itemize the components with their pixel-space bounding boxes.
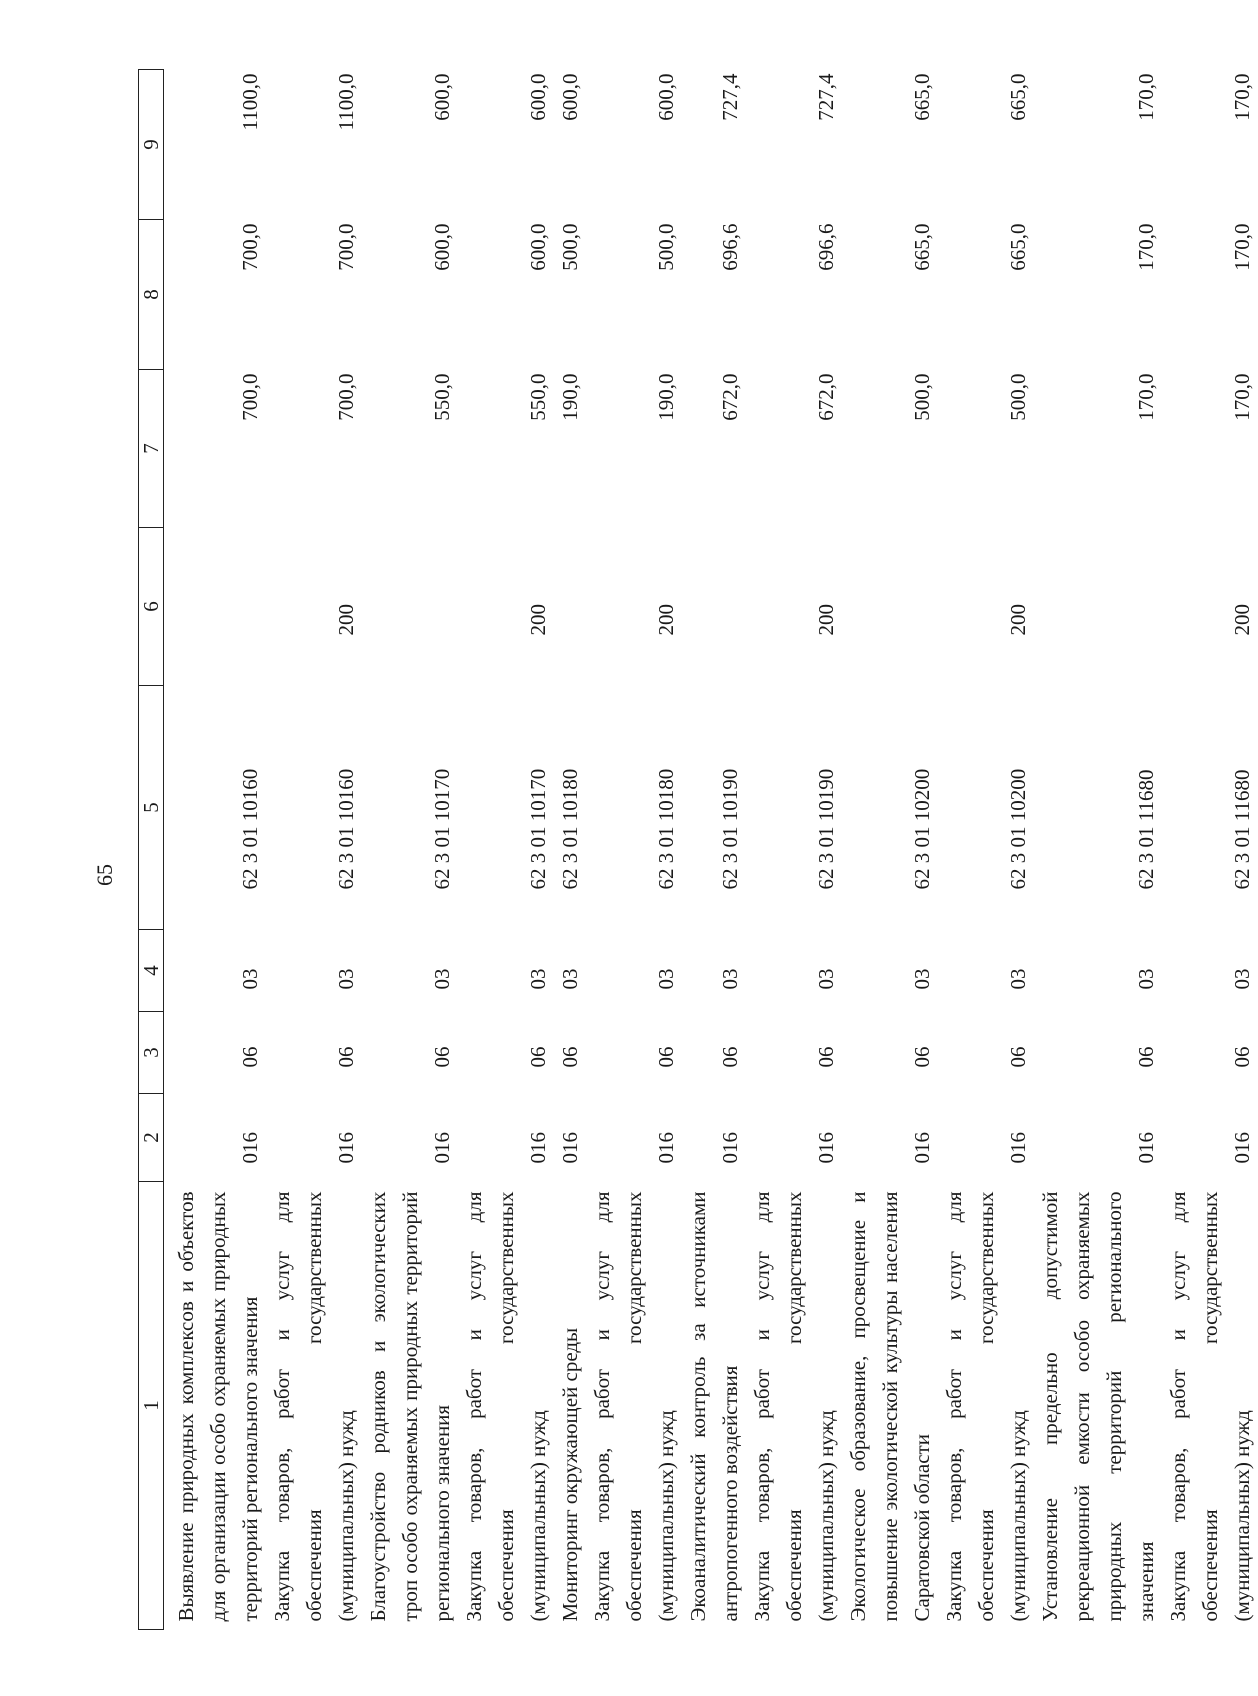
cell-name: Установление предельно допустимой рекреационной емкости особо охраняемых природных территорий регионального значения bbox=[1038, 1191, 1158, 1622]
cell-amount-8: 500,0 bbox=[558, 223, 582, 271]
cell-amount-8: 170,0 bbox=[1134, 223, 1158, 271]
cell-code-2: 016 bbox=[718, 1132, 742, 1164]
cell-amount-8: 500,0 bbox=[654, 223, 678, 271]
cell-code-2: 016 bbox=[910, 1132, 934, 1164]
cell-amount-7: 672,0 bbox=[814, 373, 838, 421]
cell-code-4: 03 bbox=[238, 968, 262, 990]
cell-code-6: 200 bbox=[814, 604, 838, 636]
cell-amount-8: 600,0 bbox=[526, 223, 550, 271]
column-header: 4 bbox=[139, 930, 164, 1012]
cell-code-2: 016 bbox=[814, 1132, 838, 1164]
table-row bbox=[938, 70, 1034, 1630]
cell-code-5: 62 3 01 10180 bbox=[558, 768, 582, 890]
table-row bbox=[1034, 70, 1162, 1630]
cell-amount-8: 700,0 bbox=[334, 223, 358, 271]
cell-amount-9: 600,0 bbox=[654, 73, 678, 121]
cell-code-2: 016 bbox=[558, 1132, 582, 1164]
cell-amount-7: 500,0 bbox=[1006, 373, 1030, 421]
cell-code-4: 03 bbox=[1230, 968, 1254, 990]
rotated-page-content bbox=[138, 70, 1254, 1630]
cell-code-5: 62 3 01 10160 bbox=[334, 768, 358, 890]
cell-amount-9: 665,0 bbox=[1006, 73, 1030, 121]
cell-amount-9: 600,0 bbox=[558, 73, 582, 121]
cell-code-2: 016 bbox=[1134, 1132, 1158, 1164]
cell-code-6 bbox=[362, 528, 458, 686]
column-header: 1 bbox=[139, 1182, 164, 1630]
cell-name: Экоаналитический контроль за источниками антропогенного воздействия bbox=[686, 1191, 742, 1622]
cell-code-6 bbox=[682, 528, 746, 686]
cell-code-3: 06 bbox=[334, 1046, 358, 1068]
cell-amount-9: 600,0 bbox=[430, 73, 454, 121]
cell-code-4: 03 bbox=[334, 968, 358, 990]
cell-code-3: 06 bbox=[1230, 1046, 1254, 1068]
table-row bbox=[554, 70, 586, 1630]
column-header: 7 bbox=[139, 370, 164, 528]
table-row bbox=[746, 70, 842, 1630]
cell-code-5: 62 3 01 11680 bbox=[1134, 769, 1158, 890]
cell-amount-9: 170,0 bbox=[1230, 73, 1254, 121]
cell-amount-7: 550,0 bbox=[430, 373, 454, 421]
cell-code-6: 200 bbox=[334, 604, 358, 636]
cell-name: Благоустройство родников и экологических троп особо охраняемых природных территорий регионального значения bbox=[366, 1191, 454, 1622]
cell-code-6 bbox=[1034, 528, 1162, 686]
cell-code-4: 03 bbox=[526, 968, 550, 990]
budget-table bbox=[138, 69, 1258, 1630]
cell-code-4: 03 bbox=[718, 968, 742, 990]
cell-code-3: 06 bbox=[910, 1046, 934, 1068]
cell-amount-8: 600,0 bbox=[430, 223, 454, 271]
cell-code-2: 016 bbox=[526, 1132, 550, 1164]
cell-amount-7: 170,0 bbox=[1230, 373, 1254, 421]
cell-amount-7: 672,0 bbox=[718, 373, 742, 421]
cell-amount-9: 665,0 bbox=[910, 73, 934, 121]
cell-amount-7: 550,0 bbox=[526, 373, 550, 421]
column-header: 8 bbox=[139, 220, 164, 370]
cell-code-4: 03 bbox=[910, 968, 934, 990]
table-row bbox=[586, 70, 682, 1630]
cell-code-5: 62 3 01 10180 bbox=[654, 768, 678, 890]
table-row bbox=[362, 70, 458, 1630]
cell-code-5: 62 3 01 10200 bbox=[910, 768, 934, 890]
cell-amount-9: 727,4 bbox=[718, 73, 742, 121]
cell-code-5: 62 3 01 10160 bbox=[238, 768, 262, 890]
cell-code-3: 06 bbox=[814, 1046, 838, 1068]
cell-code-3: 06 bbox=[1134, 1046, 1158, 1068]
cell-code-2: 016 bbox=[238, 1132, 262, 1164]
table-row bbox=[458, 70, 554, 1630]
cell-name: Выявление природных комплексов и объектов для организации особо охраняемых природных территорий регионального значения bbox=[174, 1191, 262, 1622]
table-row bbox=[682, 70, 746, 1630]
cell-code-2: 016 bbox=[430, 1132, 454, 1164]
cell-amount-9: 727,4 bbox=[814, 73, 838, 121]
cell-name: Закупка товаров, работ и услуг для обеспечения государственных (муниципальных) нужд bbox=[1166, 1191, 1254, 1622]
cell-amount-9: 600,0 bbox=[526, 73, 550, 121]
cell-amount-7: 190,0 bbox=[558, 373, 582, 421]
cell-code-6: 200 bbox=[526, 604, 550, 636]
cell-code-2: 016 bbox=[654, 1132, 678, 1164]
cell-code-5: 62 3 01 10170 bbox=[430, 768, 454, 890]
column-header: 9 bbox=[139, 70, 164, 220]
cell-code-3: 06 bbox=[430, 1046, 454, 1068]
cell-code-5: 62 3 01 10200 bbox=[1006, 768, 1030, 890]
table-row bbox=[164, 70, 267, 1630]
table-body bbox=[164, 70, 1258, 1630]
cell-code-2: 016 bbox=[1006, 1132, 1030, 1164]
column-header: 2 bbox=[139, 1094, 164, 1182]
cell-name: Закупка товаров, работ и услуг для обеспечения государственных (муниципальных) нужд bbox=[750, 1191, 838, 1622]
cell-amount-7: 700,0 bbox=[238, 373, 262, 421]
cell-amount-8: 170,0 bbox=[1230, 223, 1254, 271]
cell-code-6: 200 bbox=[1006, 604, 1030, 636]
cell-code-3: 06 bbox=[654, 1046, 678, 1068]
cell-code-4: 03 bbox=[654, 968, 678, 990]
cell-code-4: 03 bbox=[814, 968, 838, 990]
cell-name: Закупка товаров, работ и услуг для обеспечения государственных (муниципальных) нужд bbox=[270, 1191, 358, 1622]
cell-amount-7: 500,0 bbox=[910, 373, 934, 421]
cell-amount-9: 1100,0 bbox=[238, 73, 262, 131]
cell-amount-9: 1100,0 bbox=[334, 73, 358, 131]
column-header: 5 bbox=[139, 686, 164, 930]
cell-name: Закупка товаров, работ и услуг для обеспечения государственных (муниципальных) нужд bbox=[462, 1191, 550, 1622]
cell-name: Закупка товаров, работ и услуг для обеспечения государственных (муниципальных) нужд bbox=[942, 1191, 1030, 1622]
cell-amount-8: 665,0 bbox=[910, 223, 934, 271]
cell-code-3: 06 bbox=[526, 1046, 550, 1068]
cell-name: Закупка товаров, работ и услуг для обеспечения государственных (муниципальных) нужд bbox=[590, 1191, 678, 1622]
cell-amount-8: 700,0 bbox=[238, 223, 262, 271]
cell-code-2: 016 bbox=[1230, 1132, 1254, 1164]
cell-amount-8: 696,6 bbox=[814, 223, 838, 271]
cell-code-4: 03 bbox=[430, 968, 454, 990]
table-row bbox=[1162, 70, 1258, 1630]
header-row bbox=[139, 70, 164, 1630]
cell-code-6: 200 bbox=[654, 604, 678, 636]
table-row bbox=[266, 70, 362, 1630]
cell-amount-7: 190,0 bbox=[654, 373, 678, 421]
cell-code-3: 06 bbox=[558, 1046, 582, 1068]
page-number: 65 bbox=[92, 864, 117, 886]
cell-amount-8: 696,6 bbox=[718, 223, 742, 271]
cell-code-5: 62 3 01 10170 bbox=[526, 768, 550, 890]
cell-code-3: 06 bbox=[1006, 1046, 1030, 1068]
cell-code-4: 03 bbox=[558, 968, 582, 990]
cell-code-2: 016 bbox=[334, 1132, 358, 1164]
cell-code-3: 06 bbox=[238, 1046, 262, 1068]
cell-amount-8: 665,0 bbox=[1006, 223, 1030, 271]
cell-amount-7: 700,0 bbox=[334, 373, 358, 421]
cell-code-6 bbox=[554, 528, 586, 686]
cell-code-4: 03 bbox=[1006, 968, 1030, 990]
cell-code-5: 62 3 01 11680 bbox=[1230, 769, 1254, 890]
table-row bbox=[842, 70, 938, 1630]
cell-name: Экологическое образование, просвещение и повышение экологической культуры населения Саратовской области bbox=[846, 1191, 934, 1622]
cell-code-5: 62 3 01 10190 bbox=[814, 768, 838, 890]
cell-code-5: 62 3 01 10190 bbox=[718, 768, 742, 890]
cell-code-6 bbox=[842, 528, 938, 686]
cell-code-6: 200 bbox=[1230, 604, 1254, 636]
cell-code-3: 06 bbox=[718, 1046, 742, 1068]
cell-code-6 bbox=[164, 528, 267, 686]
cell-amount-7: 170,0 bbox=[1134, 373, 1158, 421]
cell-code-4: 03 bbox=[1134, 968, 1158, 990]
cell-amount-9: 170,0 bbox=[1134, 73, 1158, 121]
column-header: 6 bbox=[139, 528, 164, 686]
column-header: 3 bbox=[139, 1012, 164, 1094]
cell-name: Мониторинг окружающей среды bbox=[558, 1327, 582, 1622]
